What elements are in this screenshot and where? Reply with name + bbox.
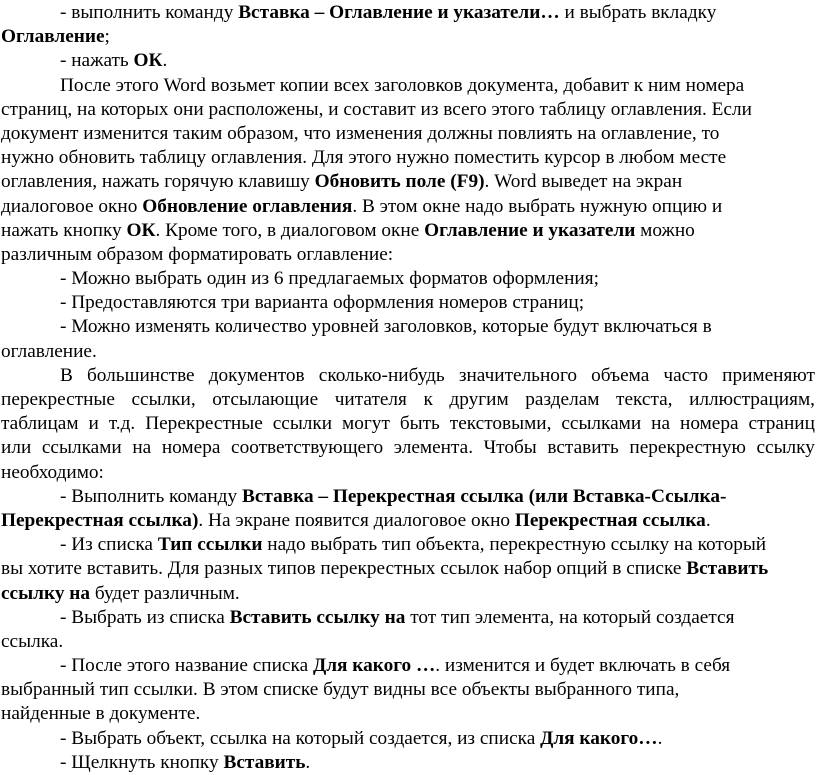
text-run: можно: [635, 219, 695, 241]
word: быть: [399, 413, 440, 435]
word: значительного: [458, 364, 578, 386]
word: большинстве: [86, 364, 195, 386]
text-run: нажать кнопку: [1, 219, 127, 241]
word: перекрестную: [629, 437, 746, 459]
word: Перекрестные: [145, 413, 263, 435]
list-item-continuation: оглавление.: [1, 340, 97, 362]
word: т.д.: [108, 413, 136, 435]
word: текста,: [616, 389, 673, 410]
word: на: [132, 437, 152, 459]
text-run: - После этого название списка: [60, 655, 313, 677]
button-name-text: ОК: [133, 50, 163, 72]
word: сколько-нибудь: [318, 364, 445, 386]
menu-command-text: Перекрестная ссылка): [1, 509, 199, 531]
text-run: ;: [104, 26, 110, 48]
list-name-text: Вставить: [686, 558, 769, 580]
text-run: вы хотите вставить. Для разных типов перекрестных ссылок набор опций в списке: [1, 558, 687, 580]
word: ссылками: [41, 437, 122, 459]
text-run: будет различным.: [90, 582, 240, 604]
paragraph-line: [1, 170, 815, 194]
button-name-text: Вставить: [223, 751, 306, 773]
text-run: . изменится и будет включать в себя: [435, 655, 731, 677]
list-name-text: Тип ссылки: [157, 534, 263, 556]
instruction-press-ok: [1, 49, 815, 73]
text-run: .: [162, 50, 168, 72]
paragraph-line-justified: [1, 436, 815, 460]
word: отсылающие: [212, 389, 319, 410]
list-item: - Можно изменять количество уровней заголовков, которые будут включаться в: [60, 316, 712, 338]
paragraph-line: страниц, на которых они расположены, и составит из всего этого таблицу оглавления. Если: [1, 98, 752, 120]
word: Чтобы: [483, 437, 537, 459]
menu-command-text: Вставка – Перекрестная ссылка (или Вставка-Ссылка-: [241, 485, 727, 507]
paragraph-line: [1, 195, 815, 219]
text-run: - Из списка: [60, 534, 158, 556]
tab-name-text: Оглавление: [1, 26, 105, 48]
text-run: . В этом окне надо выбрать нужную опцию и: [352, 195, 723, 217]
word: номера: [680, 413, 739, 435]
text-run: тот тип элемента, на который создается: [405, 606, 735, 628]
word: страниц: [748, 413, 815, 435]
paragraph-line: найденные в документе.: [1, 703, 201, 725]
step-select-object: [1, 727, 815, 751]
word: иллюстрациям,: [689, 389, 815, 410]
text-run: . На экране появится диалоговое окно: [198, 509, 515, 531]
instruction-insert-toc: [1, 1, 815, 25]
instruction-tab-line: [1, 25, 815, 49]
list-name-text: Вставить ссылку на: [229, 606, 406, 628]
word: ссылки: [272, 413, 333, 435]
text-run: и выбрать вкладку: [559, 2, 717, 23]
paragraph-line: необходимо:: [1, 461, 104, 483]
text-run: диалоговое окно: [1, 195, 143, 217]
dialog-name-text: Перекрестная ссылка: [514, 509, 706, 531]
dialog-name-text: Обновление оглавления: [142, 195, 353, 217]
text-run: . Кроме того, в диалоговом окне: [155, 219, 425, 241]
word: соответствующего: [231, 437, 384, 459]
word: ссылками: [561, 413, 642, 435]
paragraph-line: ссылка.: [1, 630, 64, 652]
list-name-text: Для какого …: [312, 655, 436, 677]
paragraph-line: После этого Word возьмет копии всех заголовков документа, добавит к ним номера: [60, 74, 745, 96]
paragraph-line: [1, 557, 815, 581]
word: объема: [591, 364, 650, 386]
word: и: [88, 413, 99, 435]
list-name-text: ссылку на: [1, 582, 91, 604]
word: разделам: [525, 389, 600, 410]
word: текстовыми,: [449, 413, 552, 435]
word: применяют: [722, 364, 815, 386]
text-run: - нажать: [60, 50, 134, 72]
paragraph-line: документ изменится таким образом, что изменения должны повлиять на оглавление, то: [1, 122, 720, 144]
dialog-name-text: Оглавление и указатели: [424, 219, 636, 241]
word: к: [423, 389, 433, 410]
text-run: .: [657, 727, 663, 749]
text-run: надо выбрать тип объекта, перекрестную ссылку на который: [262, 534, 767, 556]
word: на: [651, 413, 671, 435]
hotkey-text: Обновить поле (F9): [314, 171, 485, 193]
paragraph-line-justified: [1, 388, 815, 412]
paragraph-line: [1, 509, 815, 533]
text-run: - Выбрать объект, ссылка на который создается, из списка: [60, 727, 541, 749]
word: документов: [208, 364, 305, 386]
word: В: [60, 364, 73, 386]
paragraph-line: нужно обновить таблицу оглавления. Для этого нужно поместить курсор в любом месте: [1, 147, 727, 169]
word: ссылку: [756, 437, 815, 459]
step-insert-cross-reference: [1, 485, 815, 509]
word: перекрестные: [1, 389, 115, 410]
step-click-insert: [1, 751, 815, 775]
word: ссылки,: [131, 389, 196, 410]
word: могут: [342, 413, 390, 435]
word: другим: [449, 389, 509, 410]
paragraph-line: выбранный тип ссылки. В этом списке будут видны все объекты выбранного типа,: [1, 679, 680, 701]
document-page: [1, 1, 815, 775]
text-run: - Выбрать из списка: [60, 606, 230, 628]
word: элемента.: [393, 437, 474, 459]
step-for-which-list: [1, 654, 815, 678]
text-run: - выполнить команду: [60, 2, 239, 23]
paragraph-line-justified: [1, 412, 815, 436]
word: читателя: [334, 389, 407, 410]
paragraph-line: [1, 582, 815, 606]
text-run: .: [705, 509, 711, 531]
list-item: - Предоставляются три варианта оформления номеров страниц;: [60, 292, 585, 314]
word: часто: [663, 364, 709, 386]
text-run: .: [305, 751, 311, 773]
word: номера: [161, 437, 221, 459]
text-run: оглавления, нажать горячую клавишу: [1, 171, 315, 193]
step-reference-type: [1, 533, 815, 557]
step-insert-reference-to: [1, 606, 815, 630]
text-run: . Word выведет на экран: [484, 171, 683, 193]
word: вставить: [547, 437, 619, 459]
list-name-text: Для какого…: [540, 727, 658, 749]
paragraph-line: различным образом форматировать оглавление:: [1, 243, 394, 265]
word: таблицам: [1, 413, 79, 435]
list-item: - Можно выбрать один из 6 предлагаемых форматов оформления;: [60, 268, 599, 290]
menu-command-text: Вставка – Оглавление и указатели…: [238, 2, 560, 23]
paragraph-line: [1, 219, 815, 243]
button-name-text: ОК: [126, 219, 156, 241]
text-run: - Щелкнуть кнопку: [60, 751, 224, 773]
text-run: - Выполнить команду: [60, 485, 242, 507]
paragraph-line-justified: [1, 364, 815, 388]
word: или: [1, 437, 32, 459]
